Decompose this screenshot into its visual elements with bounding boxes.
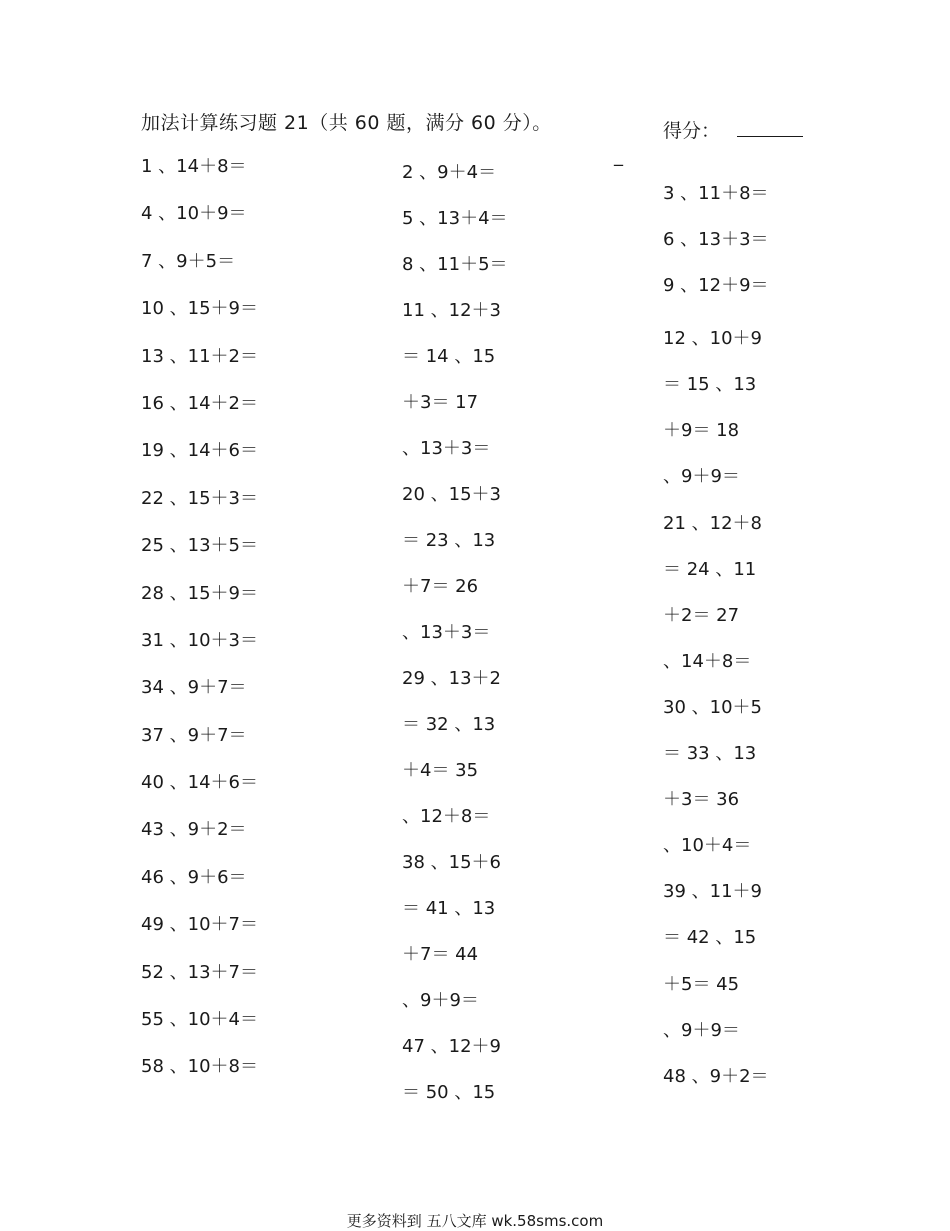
problem-line: 6 、13＋3＝ <box>663 229 769 251</box>
problem-column-1 <box>141 155 258 1103</box>
problem-line: ＋9＝ 18 <box>663 420 740 442</box>
problem-line: 、12＋8＝ <box>402 806 491 827</box>
problem-line: 5 、13＋4＝ <box>402 208 508 229</box>
problem-line: 55 、10＋4＝ <box>141 1009 258 1031</box>
problem-line: 34 、9＋7＝ <box>141 677 247 699</box>
problem-line: ＝ 32 、13 <box>402 714 496 735</box>
problem-line: ＝ 50 、15 <box>402 1082 496 1103</box>
problem-line: ＋4＝ 35 <box>402 760 479 781</box>
problem-line: ＝ 14 、15 <box>402 346 496 367</box>
problem-line: 8 、11＋5＝ <box>402 254 508 275</box>
problem-line: ＝ 33 、13 <box>663 743 757 765</box>
problem-line: 25 、13＋5＝ <box>141 535 258 557</box>
problem-line: 、14＋8＝ <box>663 650 752 672</box>
problem-line: 16 、14＋2＝ <box>141 392 258 414</box>
problem-line: 10 、15＋9＝ <box>141 298 258 320</box>
problem-line: 、13＋3＝ <box>402 622 491 643</box>
problem-line: 、9＋9＝ <box>663 1019 740 1041</box>
problem-line: 58 、10＋8＝ <box>141 1056 258 1078</box>
problem-line: 11 、12＋3 <box>402 300 501 321</box>
problem-line: 31 、10＋3＝ <box>141 629 258 651</box>
problem-line: 46 、9＋6＝ <box>141 866 247 888</box>
problem-line: 、9＋9＝ <box>402 990 479 1011</box>
problem-line: 、10＋4＝ <box>663 835 752 857</box>
problem-line: 4 、10＋9＝ <box>141 203 247 225</box>
problem-line: 22 、15＋3＝ <box>141 487 258 509</box>
problem-line: 30 、10＋5 <box>663 696 762 718</box>
problem-line: 、9＋9＝ <box>663 466 740 488</box>
problem-line: 38 、15＋6 <box>402 852 501 873</box>
problem-line: 13 、11＋2＝ <box>141 345 258 367</box>
score-blank-line <box>737 136 803 137</box>
problem-line: 49 、10＋7＝ <box>141 914 258 936</box>
problem-line: ＝ 23 、13 <box>402 530 496 551</box>
problem-line: 43 、9＋2＝ <box>141 819 247 841</box>
problem-line: 9 、12＋9＝ <box>663 275 769 297</box>
problem-line: 40 、14＋6＝ <box>141 772 258 794</box>
worksheet-title: 加法计算练习题 21（共 60 题，满分 60 分）。 <box>141 112 552 134</box>
problem-line: 1 、14＋8＝ <box>141 156 247 177</box>
stray-mark: _ <box>614 146 623 167</box>
problem-column-3 <box>663 182 769 1111</box>
footer-watermark-text: 更多资料到 五八文库 wk.58sms.com <box>346 1212 604 1230</box>
problem-line: 47 、12＋9 <box>402 1036 501 1057</box>
problem-line: 2 、9＋4＝ <box>402 162 497 183</box>
problem-line: ＋3＝ 36 <box>663 789 740 811</box>
problem-line: 29 、13＋2 <box>402 668 501 689</box>
problem-line: ＋5＝ 45 <box>663 973 740 995</box>
problem-line: ＝ 41 、13 <box>402 898 496 919</box>
problem-line: ＋7＝ 44 <box>402 944 479 965</box>
problem-line: 20 、15＋3 <box>402 484 501 505</box>
problem-line: 19 、14＋6＝ <box>141 440 258 462</box>
problem-line: 21 、12＋8 <box>663 512 762 534</box>
problem-line: 52 、13＋7＝ <box>141 961 258 983</box>
problem-line: ＝ 24 、11 <box>663 558 757 580</box>
problem-line: ＋3＝ 17 <box>402 392 479 413</box>
problem-line: ＝ 15 、13 <box>663 374 757 396</box>
problem-line: 48 、9＋2＝ <box>663 1065 769 1087</box>
problem-column-2 <box>402 161 508 1127</box>
problem-line: ＝ 42 、15 <box>663 927 757 949</box>
problem-line: 39 、11＋9 <box>663 881 762 903</box>
problem-line: 37 、9＋7＝ <box>141 724 247 746</box>
problem-line: 、13＋3＝ <box>402 438 491 459</box>
problem-line: 12 、10＋9 <box>663 328 762 350</box>
score-label: 得分： <box>663 120 721 142</box>
problem-line: 3 、11＋8＝ <box>663 183 769 204</box>
problem-line: 28 、15＋9＝ <box>141 582 258 604</box>
problem-line: ＋2＝ 27 <box>663 604 740 626</box>
problem-line: ＋7＝ 26 <box>402 576 479 597</box>
problem-line: 7 、9＋5＝ <box>141 250 236 272</box>
